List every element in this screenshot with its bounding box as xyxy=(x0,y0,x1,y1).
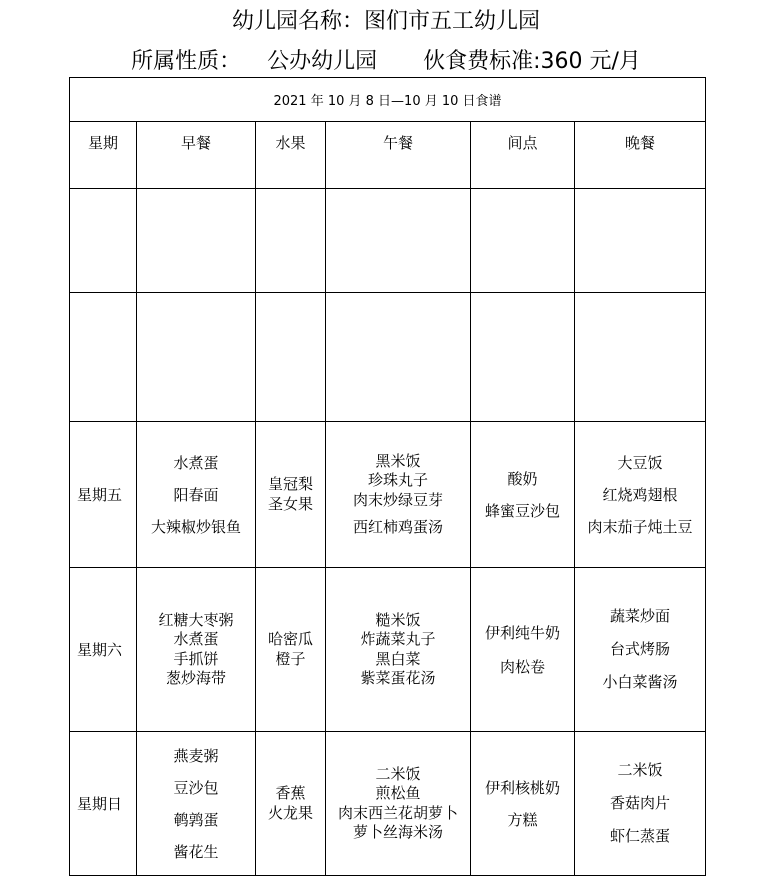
menu-item: 萝卜丝海米汤 xyxy=(352,823,443,841)
day-cell: 星期六 xyxy=(70,568,137,732)
col-header-lunch: 午餐 xyxy=(326,122,471,189)
menu-item: 大豆饭 xyxy=(617,453,663,472)
menu-item: 糙米饭 xyxy=(375,610,421,629)
empty-row xyxy=(70,189,706,293)
empty-row xyxy=(70,293,706,422)
menu-item: 二米饭 xyxy=(617,761,663,779)
menu-item: 酸奶 xyxy=(507,469,538,488)
menu-item: 水煮蛋 xyxy=(173,630,219,648)
col-header-breakfast: 早餐 xyxy=(137,122,256,189)
kindergarten-name: 幼儿园名称：图们市五工幼儿园 xyxy=(231,9,540,34)
menu-item: 红烧鸡翅根 xyxy=(602,485,678,504)
dinner-cell xyxy=(575,422,706,568)
menu-item: 肉松卷 xyxy=(499,657,545,676)
empty-cell xyxy=(575,293,706,422)
menu-item: 小白菜酱汤 xyxy=(602,673,678,691)
menu-item: 水煮蛋 xyxy=(173,453,219,472)
menu-item: 阳春面 xyxy=(173,485,219,504)
menu-item: 哈密瓜 xyxy=(267,630,313,648)
table-row xyxy=(70,732,706,876)
menu-item: 圣女果 xyxy=(267,494,313,513)
fruit-cell xyxy=(256,568,326,732)
menu-item: 香菇肉片 xyxy=(610,794,671,812)
table-row xyxy=(70,422,706,568)
empty-cell xyxy=(326,189,471,293)
empty-cell xyxy=(70,189,137,293)
menu-item: 虾仁蒸蛋 xyxy=(610,827,671,845)
menu-item: 葱炒海带 xyxy=(165,669,226,687)
empty-cell xyxy=(326,293,471,422)
menu-item: 黑白菜 xyxy=(375,649,421,668)
menu-item: 蜂蜜豆沙包 xyxy=(484,501,560,520)
menu-item: 炸蔬菜丸子 xyxy=(360,630,436,648)
menu-item: 黑米饭 xyxy=(375,451,421,470)
menu-item: 肉末西兰花胡萝卜 xyxy=(337,803,458,822)
empty-cell xyxy=(70,293,137,422)
snack-cell xyxy=(471,422,575,568)
header-row xyxy=(70,122,706,189)
menu-table xyxy=(69,77,706,876)
menu-item: 肉末茄子炖土豆 xyxy=(587,517,693,536)
breakfast-cell xyxy=(137,732,256,876)
dinner-cell xyxy=(575,732,706,876)
nature-value: 公办幼儿园 xyxy=(267,49,378,74)
empty-cell xyxy=(471,189,575,293)
col-header-dinner: 晚餐 xyxy=(575,122,706,189)
menu-item: 伊利核桃奶 xyxy=(484,778,560,797)
menu-item: 煎松鱼 xyxy=(375,784,421,802)
breakfast-cell xyxy=(137,422,256,568)
nature-label: 所属性质： xyxy=(131,49,242,74)
col-header-day: 星期 xyxy=(70,122,137,189)
menu-item: 皇冠梨 xyxy=(267,475,313,493)
empty-cell xyxy=(256,293,326,422)
menu-item: 紫菜蛋花汤 xyxy=(360,669,436,687)
fee-label: 伙食费标准: xyxy=(423,49,541,74)
fruit-cell xyxy=(256,422,326,568)
menu-item: 燕麦粥 xyxy=(173,746,219,765)
info-line xyxy=(0,44,772,75)
lunch-cell xyxy=(326,422,471,568)
menu-item: 酱花生 xyxy=(173,842,219,861)
menu-item: 珍珠丸子 xyxy=(367,471,428,489)
table-row xyxy=(70,568,706,732)
empty-cell xyxy=(256,189,326,293)
menu-item: 鹌鹑蛋 xyxy=(173,810,219,829)
day-cell: 星期日 xyxy=(70,732,137,876)
menu-item: 手抓饼 xyxy=(173,649,219,668)
empty-cell xyxy=(137,189,256,293)
menu-item: 方糕 xyxy=(507,810,538,829)
breakfast-cell xyxy=(137,568,256,732)
snack-cell xyxy=(471,568,575,732)
day-cell: 星期五 xyxy=(70,422,137,568)
menu-item: 橙子 xyxy=(275,649,306,668)
menu-item: 西红柿鸡蛋汤 xyxy=(352,518,443,536)
col-header-snack: 间点 xyxy=(471,122,575,189)
menu-item: 台式烤肠 xyxy=(610,640,671,658)
menu-item: 伊利纯牛奶 xyxy=(484,623,560,642)
menu-item: 火龙果 xyxy=(267,803,313,822)
menu-item: 大辣椒炒银鱼 xyxy=(150,517,241,536)
fruit-cell xyxy=(256,732,326,876)
empty-cell xyxy=(471,293,575,422)
snack-cell xyxy=(471,732,575,876)
fee-value: 360 元/月 xyxy=(540,49,641,74)
menu-item: 豆沙包 xyxy=(173,778,219,797)
menu-item: 红糖大枣粥 xyxy=(158,610,234,629)
menu-item: 肉末炒绿豆芽 xyxy=(352,490,443,509)
menu-item: 香蕉 xyxy=(275,784,306,802)
dinner-cell xyxy=(575,568,706,732)
menu-item: 二米饭 xyxy=(375,764,421,783)
empty-cell xyxy=(137,293,256,422)
empty-cell xyxy=(575,189,706,293)
menu-caption: 2021 年 10 月 8 日—10 月 10 日食谱 xyxy=(70,78,706,122)
lunch-cell xyxy=(326,732,471,876)
menu-item: 蔬菜炒面 xyxy=(610,607,671,625)
lunch-cell xyxy=(326,568,471,732)
col-header-fruit: 水果 xyxy=(256,122,326,189)
